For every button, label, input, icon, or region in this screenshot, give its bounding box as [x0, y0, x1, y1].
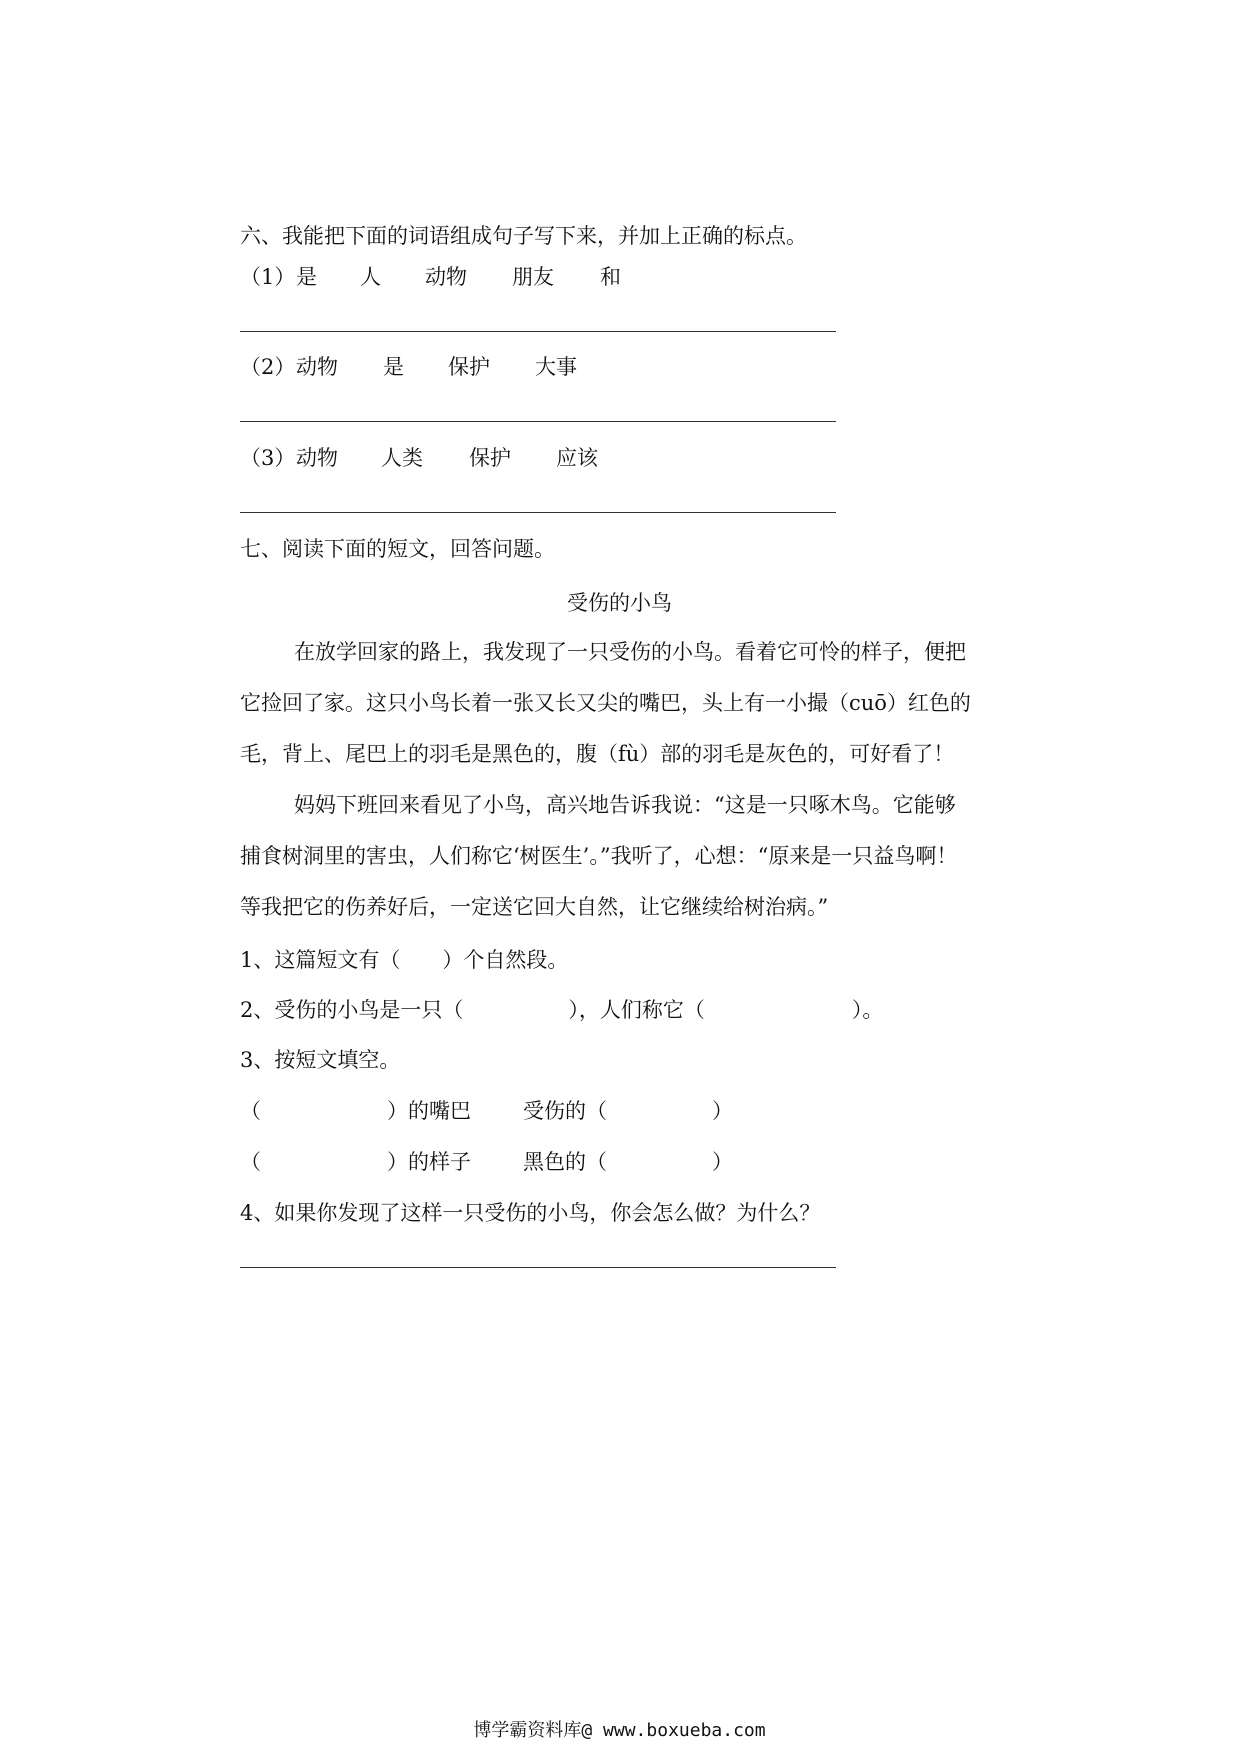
item1-word: 人	[360, 265, 381, 289]
answer-line[interactable]	[240, 331, 836, 332]
item2-word: 保护	[448, 355, 490, 379]
item3-number: （3）	[240, 446, 296, 470]
item1-number: （1）	[240, 265, 296, 289]
item1-word: 和	[600, 265, 621, 289]
question-3: 3、按短文填空。	[240, 1048, 401, 1072]
story-line: 它捡回了家。这只小鸟长着一张又长又尖的嘴巴，头上有一小撮（cuō）红色的	[240, 691, 971, 715]
question-2: 2、受伤的小鸟是一只（ ），人们称它（ ）。	[240, 998, 884, 1022]
item2-number: （2）	[240, 355, 296, 379]
item1-word: 动物	[425, 265, 467, 289]
story-paragraph-2	[240, 780, 1010, 933]
story-line: 等我把它的伤养好后，一定送它回大自然，让它继续给树治病。”	[240, 895, 829, 919]
item2-word: 动物	[296, 355, 338, 379]
item2-word: 是	[383, 355, 404, 379]
item3-word: 保护	[469, 446, 511, 470]
item3-word: 动物	[296, 446, 338, 470]
item1-word: 是	[296, 265, 317, 289]
story-line: 在放学回家的路上，我发现了一只受伤的小鸟。看着它可怜的样子，便把	[294, 640, 966, 664]
story-title: 受伤的小鸟	[567, 591, 672, 615]
answer-line[interactable]	[240, 512, 836, 513]
story-line: 妈妈下班回来看见了小鸟，高兴地告诉我说：“这是一只啄木鸟。它能够	[294, 793, 956, 817]
item2-word: 大事	[535, 355, 577, 379]
story-paragraph-1	[240, 627, 1010, 780]
story-line: 毛，背上、尾巴上的羽毛是黑色的，腹（fù）部的羽毛是灰色的，可好看了！	[240, 742, 955, 766]
fill-blank-appearance: （ ）的样子	[240, 1150, 471, 1174]
story-line: 捕食树洞里的害虫，人们称它‘树医生’。”我听了，心想：“原来是一只益鸟啊！	[240, 844, 958, 868]
item3-word: 人类	[381, 446, 423, 470]
question-4: 4、如果你发现了这样一只受伤的小鸟，你会怎么做？为什么？	[240, 1201, 821, 1225]
item3-word: 应该	[556, 446, 598, 470]
fill-blank-mouth: （ ）的嘴巴	[240, 1099, 471, 1123]
item1-word: 朋友	[512, 265, 554, 289]
question-1: 1、这篇短文有（ ）个自然段。	[240, 948, 569, 972]
footer-watermark: 博学霸资料库@ www.boxueba.com	[473, 1720, 766, 1741]
section6-heading: 六、我能把下面的词语组成句子写下来，并加上正确的标点。	[240, 224, 807, 248]
answer-line[interactable]	[240, 421, 836, 422]
section7-heading: 七、阅读下面的短文，回答问题。	[240, 537, 555, 561]
fill-blank-injured: 受伤的（ ）	[523, 1099, 733, 1123]
answer-line[interactable]	[240, 1267, 836, 1268]
fill-blank-black: 黑色的（ ）	[523, 1150, 733, 1174]
